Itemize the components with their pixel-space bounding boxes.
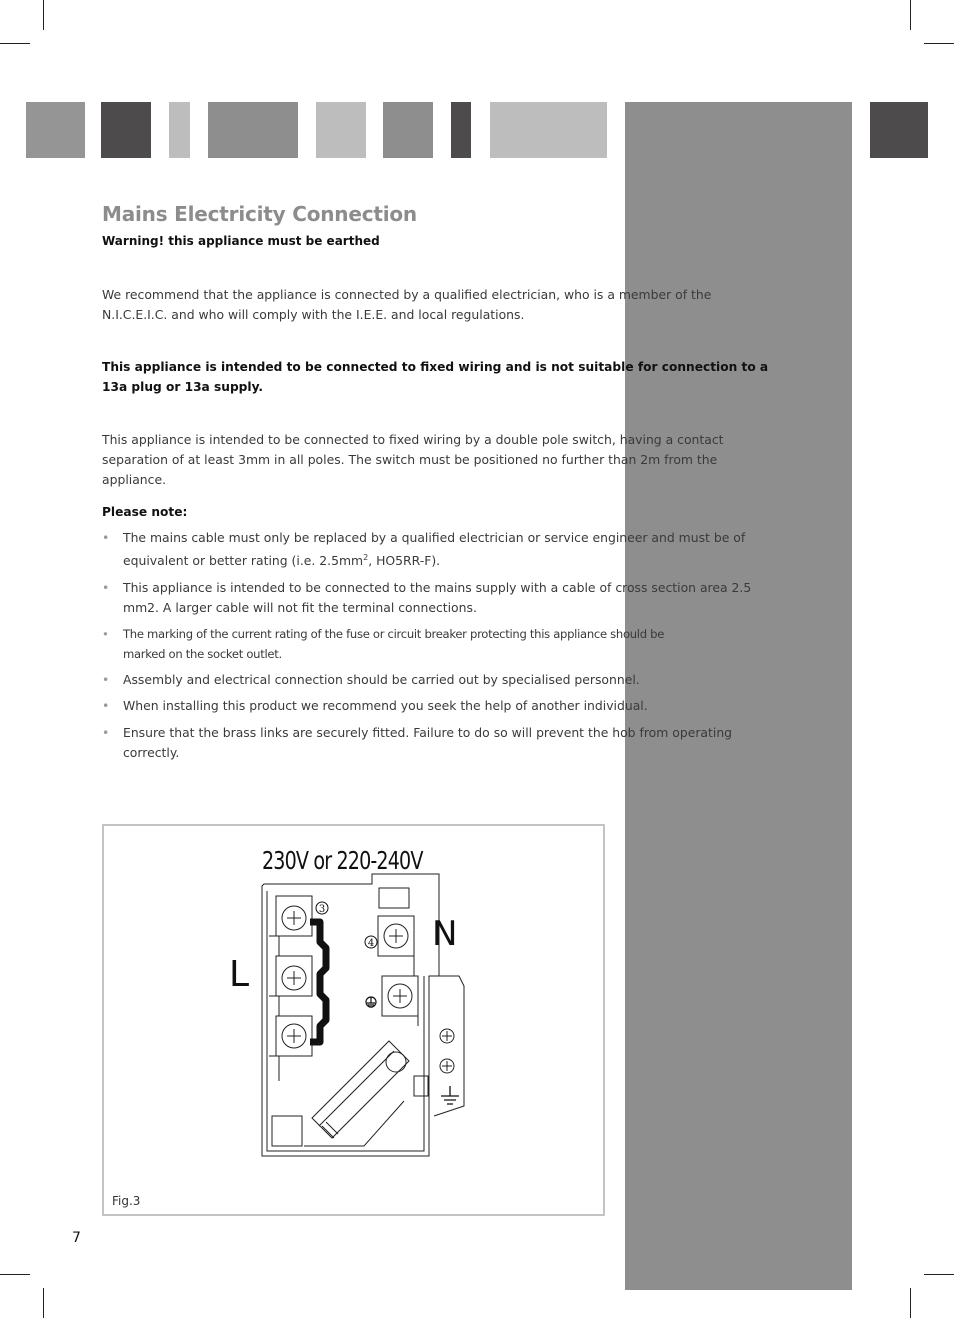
terminal-4-number: 4: [367, 938, 375, 949]
bullet-icon: •: [102, 672, 110, 688]
double-pole-paragraph: This appliance is intended to be connected to fixed wiring by a double pole switch, having a contact separation of at least 3mm in all poles. The switch must be positioned no further than 2m from the appliance.: [102, 432, 724, 487]
header-bar-dark-right: [870, 102, 928, 158]
crop-mark: [910, 0, 911, 30]
list-item: • The mains cable must only be replaced by a qualified electrician or service engineer and must be of equivalent or better rating (i.e. $2.5mm^2$, HO5RR-F).: [102, 530, 746, 569]
notes-list: [102, 528, 774, 763]
list-item: • When installing this product we recommend you seek the help of another individual.: [102, 696, 774, 716]
page-title: Mains Electricity Connection: [102, 202, 417, 226]
fixed-wiring-warning: This appliance is intended to be connected to fixed wiring and is not suitable for connection to a 13a plug or 13a supply.: [102, 360, 769, 394]
crop-mark: [924, 1274, 954, 1275]
earth-warning: Warning! this appliance must be earthed: [102, 234, 380, 248]
header-bar: [101, 102, 151, 158]
crop-mark: [0, 43, 30, 44]
page-number: 7: [72, 1230, 81, 1246]
terminal-3-number: 3: [318, 904, 326, 915]
bullet-icon: •: [102, 725, 110, 741]
header-bar: [208, 102, 298, 158]
list-item: • Ensure that the brass links are securely fitted. Failure to do so will prevent the hob from operating correctly.: [102, 725, 733, 761]
bullet-icon: •: [102, 530, 110, 545]
neutral-terminal-label: N: [432, 914, 458, 954]
bullet-icon: •: [102, 698, 110, 714]
wiring-figure: [102, 824, 605, 1216]
list-item: • This appliance is intended to be connected to the mains supply with a cable of cross section area 2.5 mm2. A larger cable will not fit the terminal connections.: [102, 580, 752, 616]
crop-mark: [910, 1288, 911, 1318]
earth-symbol-icon: [441, 1086, 459, 1104]
bullet-icon: •: [102, 580, 110, 596]
recommend-paragraph: We recommend that the appliance is connected by a qualified electrician, who is a member of the N.I.C.E.I.C. and who will comply with the I.E.E. and local regulations.: [102, 287, 712, 322]
crop-mark: [43, 0, 44, 30]
list-item: • The marking of the current rating of the fuse or circuit breaker protecting this appliance should be marked on the socket outlet.: [102, 624, 774, 664]
live-terminal-label: L: [229, 954, 250, 995]
header-bar: [169, 102, 190, 158]
bullet-icon: •: [102, 627, 109, 642]
header-bar: [451, 102, 471, 158]
figure-caption: Fig.3: [112, 1194, 141, 1208]
header-bar: [490, 102, 607, 158]
crop-mark: [43, 1288, 44, 1318]
terminal-block-diagram: [104, 826, 603, 1214]
voltage-label: 230V or 220-240V: [262, 846, 423, 875]
header-bar: [26, 102, 85, 158]
please-note-heading: Please note:: [102, 505, 188, 519]
header-bar: [316, 102, 366, 158]
earth-terminal-icon: [366, 997, 376, 1007]
header-bar: [383, 102, 433, 158]
list-item: • Assembly and electrical connection should be carried out by specialised personnel.: [102, 670, 774, 690]
crop-mark: [0, 1274, 30, 1275]
crop-mark: [924, 43, 954, 44]
